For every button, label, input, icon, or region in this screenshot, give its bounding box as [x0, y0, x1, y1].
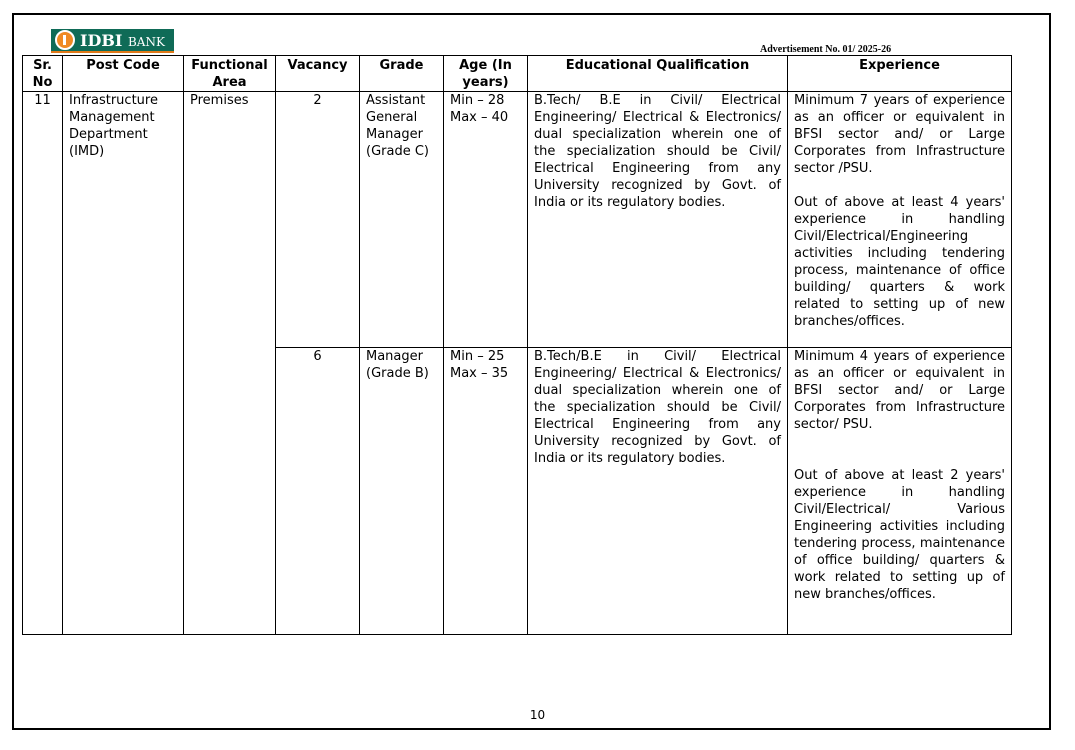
- experience-cell: [788, 92, 1012, 348]
- experience-minimum: Minimum 7 years of experience as an officer or equivalent in BFSI sector and/ or Large Corporates from Infrastructure sector /PSU.: [794, 93, 1005, 176]
- advertisement-number: Advertisement No. 01/ 2025-26: [760, 44, 892, 55]
- header-post-code: Post Code: [63, 56, 184, 92]
- bank-emblem-icon: [55, 30, 75, 50]
- experience-minimum: Minimum 4 years of experience as an officer or equivalent in BFSI sector and/ or Large Corporates from Infrastructure sector/ PSU.: [794, 349, 1005, 432]
- vacancy-table: [22, 55, 1012, 635]
- education-cell: B.Tech/B.E in Civil/ Electrical Engineering/ Electrical & Electronics/ dual specialization wherein one of the specialization should be Civil/ Electrical Engineering from any University recognized by Govt. of India or its regulatory bodies.: [528, 348, 788, 635]
- experience-cell: [788, 348, 1012, 635]
- post-code-cell: Infrastructure Management Department (IMD): [63, 92, 184, 635]
- header-vacancy: Vacancy: [276, 56, 360, 92]
- table-header-row: [23, 56, 1012, 92]
- header-age: Age (In years): [444, 56, 528, 92]
- age-max: Max – 40: [450, 110, 509, 125]
- header-sr-no: Sr. No: [23, 56, 63, 92]
- age-cell: [444, 92, 528, 348]
- experience-detail: Out of above at least 4 years' experience in handling Civil/Electrical/Engineering activities including tendering process, maintenance of office building/ quarters & work related to setting up of new branches/offices.: [794, 195, 1005, 329]
- sr-no-cell: 11: [23, 92, 63, 635]
- grade-cell: Assistant General Manager (Grade C): [360, 92, 444, 348]
- header-experience: Experience: [788, 56, 1012, 92]
- header-grade: Grade: [360, 56, 444, 92]
- logo-text: [80, 31, 165, 50]
- grade-cell: Manager (Grade B): [360, 348, 444, 635]
- age-cell: [444, 348, 528, 635]
- age-min: Min – 28: [450, 93, 505, 108]
- page-number: 10: [529, 708, 546, 722]
- idbi-bank-logo: [51, 29, 174, 53]
- education-cell: B.Tech/ B.E in Civil/ Electrical Engineering/ Electrical & Electronics/ dual specialization wherein one of the specialization should be Civil/ Electrical Engineering from any University recognized by Govt. of India or its regulatory bodies.: [528, 92, 788, 348]
- table-row: [23, 92, 1012, 348]
- age-max: Max – 35: [450, 366, 509, 381]
- age-min: Min – 25: [450, 349, 505, 364]
- header-functional-area: Functional Area: [184, 56, 276, 92]
- vacancy-cell: 6: [276, 348, 360, 635]
- header-education: Educational Qualification: [528, 56, 788, 92]
- logo-idbi: IDBI: [80, 30, 123, 50]
- vacancy-cell: 2: [276, 92, 360, 348]
- functional-area-cell: Premises: [184, 92, 276, 635]
- experience-detail: Out of above at least 2 years' experience in handling Civil/Electrical/ Various Engineering activities including tendering process, maintenance of office building/ quarters & work related to setting up of new branches/offices.: [794, 468, 1005, 602]
- logo-bank: BANK: [127, 34, 165, 49]
